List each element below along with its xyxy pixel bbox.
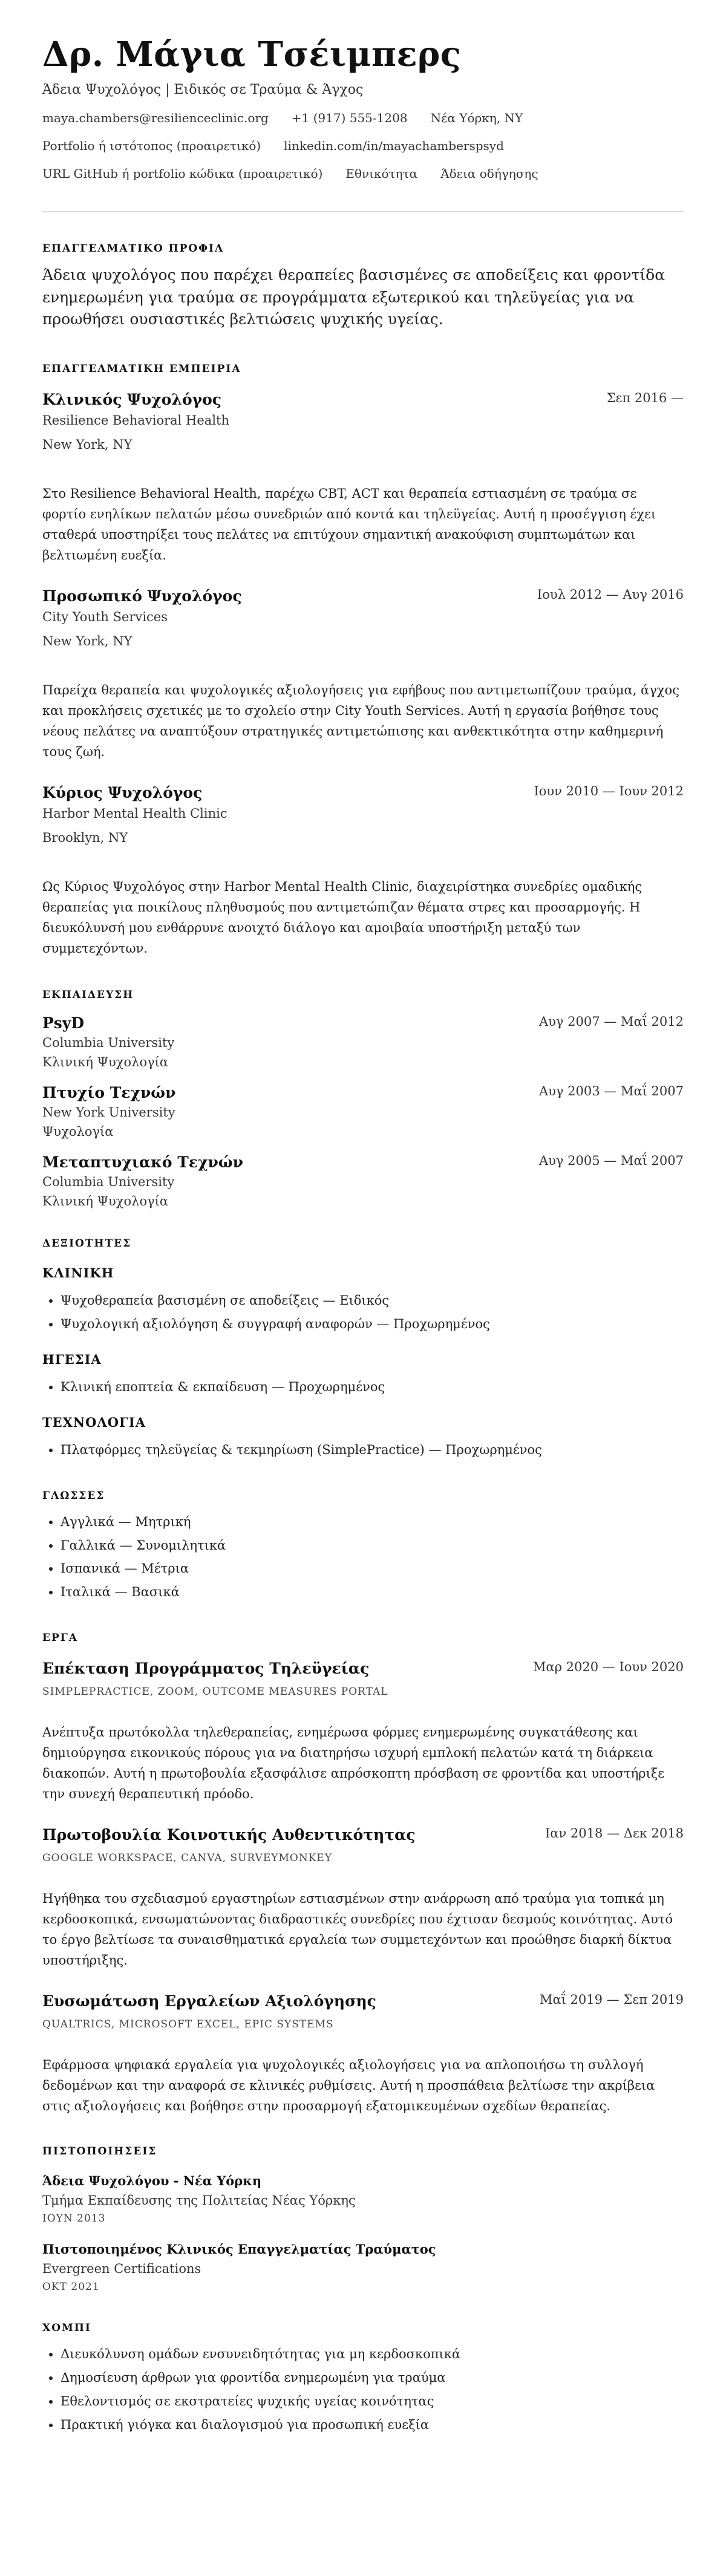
project-name: Επέκταση Προγράμματος Τηλεϋγείας: [42, 1660, 370, 1678]
project-entry: [42, 1660, 684, 1804]
job-title: Προσωπικό Ψυχολόγος: [42, 587, 242, 605]
degree: Πτυχίο Τεχνών: [42, 1084, 176, 1102]
profile-summary: Άδεια ψυχολόγος που παρέχει θεραπείες βασισμένες σε αποδείξεις και φροντίδα ενημερωμένη για τραύμα σε προγράμματα εξωτερικού και τηλεϋγείας για να προωθήσει ουσιαστικές βελτιώσεις ψυχικής υγείας.: [42, 266, 666, 328]
experience-entry: [42, 587, 684, 762]
skill-item: • Κλινική εποπτεία & εκπαίδευση — Προχωρημένος: [60, 1375, 684, 1399]
education-entry: [42, 1084, 684, 1139]
header-divider: [42, 211, 684, 212]
experience-entry: [42, 784, 684, 959]
school: Columbia University: [42, 1175, 175, 1190]
project-description: Ηγήθηκα του σχεδιασμού εργαστηρίων εστιασμένων στην ανάρρωση από τραύμα για τοπικά μη κερδοσκοπικά, ενσωματώνοντας διαδραστικές συνεδρίες που έχτισαν δεσμούς κοινότητας. Αυτό το έργο βελτίωσε τα συναισθηματικά εργαλεία των συμμετεχόντων και προώθησε διαρκή δίκτυα υποστήριξης.: [42, 1891, 673, 1968]
job-dates: Σεπ 2016 —: [606, 391, 684, 406]
hobby-item: • Εθελοντισμός σε εκστρατείες ψυχικής υγείας κοινότητας: [60, 2390, 684, 2413]
project-entry: [42, 1826, 684, 1971]
education-dates: Αυγ 2005 — Μαΐ 2007: [539, 1153, 684, 1169]
skill-list: [42, 1438, 684, 1462]
skill-item: • Ψυχολογική αξιολόγηση & συγγραφή αναφορών — Προχωρημένος: [60, 1312, 684, 1336]
skill-list: [42, 1289, 684, 1336]
candidate-name: Δρ. Μάγια Τσέιμπερς: [42, 34, 462, 74]
projects-section: [42, 1632, 684, 2116]
education-title: ΕΚΠΑΙΔΕΥΣΗ: [42, 989, 134, 1002]
language-list: [42, 1510, 684, 1604]
certifications-section: [42, 2145, 684, 2293]
skill-category: ΤΕΧΝΟΛΟΓΙΑ: [42, 1414, 146, 1430]
certification-issuer: Τμήμα Εκπαίδευσης της Πολιτείας Νέας Υόρκης: [42, 2193, 356, 2208]
certification-entry: [42, 2242, 684, 2293]
field-of-study: Κλινική Ψυχολογία: [42, 1055, 169, 1070]
hobbies-title: ΧΟΜΠΙ: [42, 2322, 91, 2335]
language-item: • Αγγλικά — Μητρική: [60, 1510, 684, 1534]
skills-section: [42, 1237, 684, 1461]
company-name: Harbor Mental Health Clinic: [42, 806, 227, 821]
skill-item: • Ψυχοθεραπεία βασισμένη σε αποδείξεις — Ειδικός: [60, 1289, 684, 1312]
project-name: Πρωτοβουλία Κοινοτικής Αυθεντικότητας: [42, 1826, 416, 1844]
project-dates: Ιαν 2018 — Δεκ 2018: [544, 1826, 684, 1841]
company-name: City Youth Services: [42, 610, 168, 625]
certification-issuer: Evergreen Certifications: [42, 2261, 201, 2277]
job-description: Ως Κύριος Ψυχολόγος στην Harbor Mental Health Clinic, διαχειρίστηκα συνεδρίες ομαδικής θεραπείας για ποικίλους πληθυσμούς που αντιμετώπιζαν θέματα στρες και προσαρμογής. Η διευκόλυνσή μου ενθάρρυνε ανοιχτό διάλογο και αμοιβαία υποστήριξη μεταξύ των συμμετεχόντων.: [42, 879, 643, 956]
nationality: Εθνικότητα: [345, 166, 418, 181]
project-description: Εφάρμοσα ψηφιακά εργαλεία για ψυχολογικές αξιολογήσεις για να απλοποιήσω τη συλλογή δεδομένων και την αναφορά σε κλινικές ρυθμίσεις. Αυτή η προσπάθεια βελτίωσε την ακρίβεια στις αξιολογήσεις και βοήθησε στην προσαρμογή εξατομικευμένων σχεδίων θεραπείας.: [42, 2058, 655, 2114]
skill-category: ΚΛΙΝΙΚΗ: [42, 1265, 114, 1281]
email-link[interactable]: maya.chambers@resilienceclinic.org: [42, 111, 269, 126]
job-description: Παρείχα θεραπεία και ψυχολογικές αξιολογήσεις για εφήβους που αντιμετωπίζουν τραύμα, άγχος και προκλήσεις σχετικές με το σχολείο στην City Youth Services. Αυτή η εργασία βοήθησε τους νέους πελάτες να αναπτύξουν στρατηγικές αντιμετώπισης και ανθεκτικότητα στην καθημερινή τους ζωή.: [42, 683, 679, 760]
education-section: [42, 989, 684, 1208]
location: Νέα Υόρκη, NY: [430, 111, 523, 126]
portfolio-link[interactable]: Portfolio ή ιστότοπος (προαιρετικό): [42, 139, 261, 154]
projects-title: ΕΡΓΑ: [42, 1632, 78, 1645]
contact-row-3: [42, 166, 684, 181]
experience-section: [42, 363, 684, 959]
phone-number[interactable]: +1 (917) 555-1208: [291, 111, 408, 126]
school: New York University: [42, 1105, 175, 1120]
hobby-list: [42, 2343, 684, 2436]
experience-entry: [42, 391, 684, 566]
education-entry: [42, 1014, 684, 1069]
job-description: Στο Resilience Behavioral Health, παρέχω CBT, ACT και θεραπεία εστιασμένη σε τραύμα σε φορτίο ενηλίκων πελατών μέσω συνεδριών από κοντά και τηλεϋγείας. Αυτή η προσέγγιση έχει σταθερά υποστηρίξει τους πελάτες να επιτύχουν σημαντική ανακούφιση συμπτωμάτων και βελτιωμένη ευεξία.: [42, 486, 656, 563]
skill-category: ΗΓΕΣΙΑ: [42, 1352, 102, 1368]
project-technologies: QUALTRICS, MICROSOFT EXCEL, EPIC SYSTEMS: [42, 2018, 334, 2031]
certification-name: Πιστοποιημένος Κλινικός Επαγγελματίας Τραύματος: [42, 2242, 436, 2257]
certification-date: ΟΚΤ 2021: [42, 2281, 100, 2294]
job-dates: Ιουν 2010 — Ιουν 2012: [534, 784, 684, 799]
school: Columbia University: [42, 1035, 175, 1051]
certifications-title: ΠΙΣΤΟΠΟΙΗΣΕΙΣ: [42, 2145, 157, 2158]
profile-section: [42, 243, 684, 330]
project-technologies: GOOGLE WORKSPACE, CANVA, SURVEYMONKEY: [42, 1852, 333, 1865]
headline: Άδεια Ψυχολόγος | Ειδικός σε Τραύμα & Άγχος: [42, 82, 364, 98]
experience-title: ΕΠΑΓΓΕΛΜΑΤΙΚΗ ΕΜΠΕΙΡΙΑ: [42, 363, 241, 376]
contact-row-2: [42, 139, 684, 153]
company-name: Resilience Behavioral Health: [42, 413, 230, 428]
certification-entry: [42, 2173, 684, 2225]
language-item: • Ισπανικά — Μέτρια: [60, 1557, 684, 1580]
job-dates: Ιουλ 2012 — Αυγ 2016: [537, 587, 684, 602]
project-name: Ευσωμάτωση Εργαλείων Αξιολόγησης: [42, 1992, 376, 2010]
degree: PsyD: [42, 1014, 85, 1032]
skill-list: [42, 1375, 684, 1399]
languages-section: [42, 1490, 684, 1604]
project-dates: Μαρ 2020 — Ιουν 2020: [532, 1660, 684, 1675]
hobbies-section: [42, 2322, 684, 2436]
project-entry: [42, 1992, 684, 2116]
education-dates: Αυγ 2003 — Μαΐ 2007: [539, 1084, 684, 1099]
skill-item: • Πλατφόρμες τηλεϋγείας & τεκμηρίωση (SimplePractice) — Προχωρημένος: [60, 1438, 684, 1462]
field-of-study: Ψυχολογία: [42, 1124, 114, 1140]
certification-name: Άδεια Ψυχολόγου - Νέα Υόρκη: [42, 2173, 262, 2189]
languages-title: ΓΛΩΣΣΕΣ: [42, 1489, 105, 1502]
job-title: Κύριος Ψυχολόγος: [42, 784, 203, 802]
education-dates: Αυγ 2007 — Μαΐ 2012: [539, 1014, 684, 1029]
github-link[interactable]: URL GitHub ή portfolio κώδικα (προαιρετικό): [42, 166, 323, 181]
job-location: Brooklyn, NY: [42, 830, 128, 846]
education-entry: [42, 1153, 684, 1208]
certification-date: ΙΟΥΝ 2013: [42, 2212, 106, 2225]
hobby-item: • Διευκόλυνση ομάδων ενσυνειδητότητας για μη κερδοσκοπικά: [60, 2343, 684, 2366]
hobby-item: • Δημοσίευση άρθρων για φροντίδα ενημερωμένη για τραύμα: [60, 2366, 684, 2390]
linkedin-link[interactable]: linkedin.com/in/mayachamberspsyd: [284, 139, 504, 154]
profile-title: ΕΠΑΓΓΕΛΜΑΤΙΚΟ ΠΡΟΦΙΛ: [42, 243, 224, 255]
project-dates: Μαΐ 2019 — Σεπ 2019: [539, 1992, 684, 2007]
project-description: Ανέπτυξα πρωτόκολλα τηλεθεραπείας, ενημέρωσα φόρμες ενημερωμένης συγκατάθεσης και δημιούργησα εικονικούς πόρους για να διατηρήσω ισχυρή εμπλοκή πελατών κατά τη διάρκεια διακοπών. Αυτή η πρωτοβουλία εξασφάλισε απρόσκοπτη πρόσβαση σε φροντίδα και υποστήριξε την συνεχή θεραπευτική πρόοδο.: [42, 1725, 665, 1802]
job-location: New York, NY: [42, 437, 132, 452]
language-item: • Ιταλικά — Βασικά: [60, 1580, 684, 1604]
skills-title: ΔΕΞΙΟΤΗΤΕΣ: [42, 1237, 132, 1250]
field-of-study: Κλινική Ψυχολογία: [42, 1194, 169, 1209]
degree: Μεταπτυχιακό Τεχνών: [42, 1153, 244, 1172]
contact-row-1: [42, 111, 684, 125]
hobby-item: • Πρακτική γιόγκα και διαλογισμού για προσωπική ευεξία: [60, 2413, 684, 2437]
job-location: New York, NY: [42, 634, 132, 649]
project-technologies: SIMPLEPRACTICE, ZOOM, OUTCOME MEASURES PORTAL: [42, 1686, 388, 1698]
language-item: • Γαλλικά — Συνομιλητικά: [60, 1534, 684, 1557]
job-title: Κλινικός Ψυχολόγος: [42, 391, 222, 409]
driving-license: Άδεια οδήγησης: [440, 166, 538, 181]
